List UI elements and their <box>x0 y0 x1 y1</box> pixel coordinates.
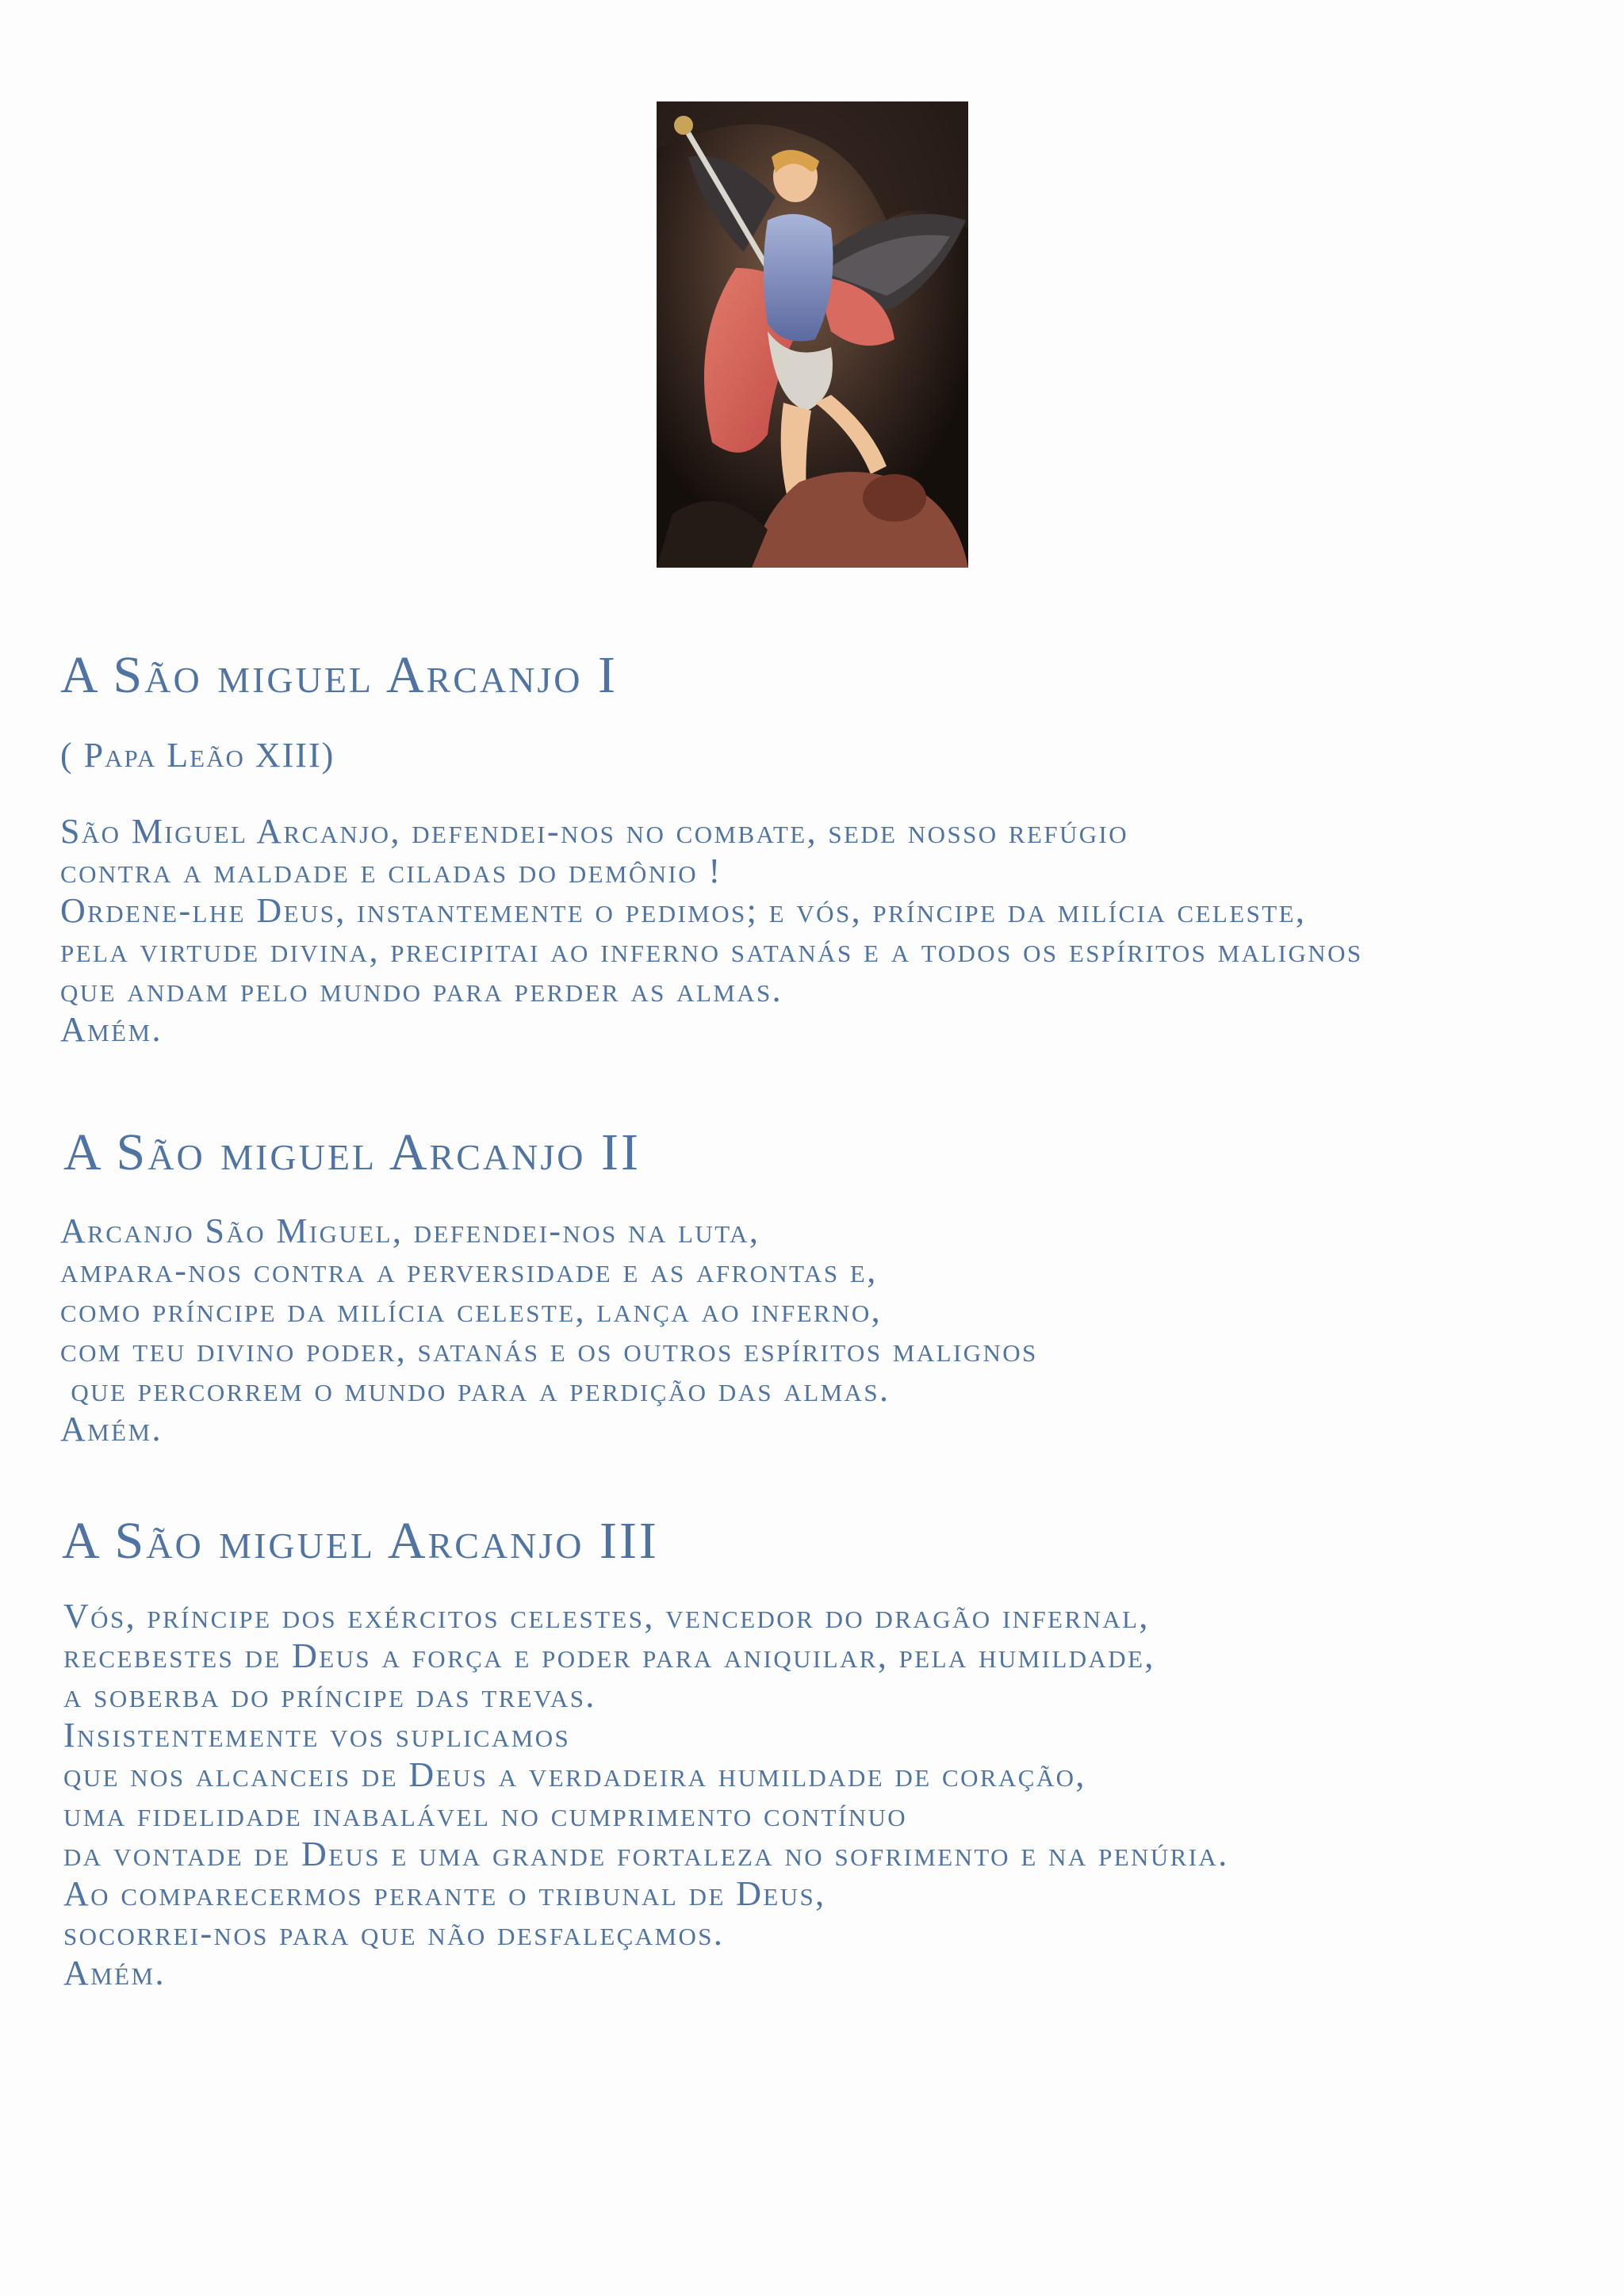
prayer-line: São Miguel Arcanjo, defendei-nos no combate, sede nosso refúgio <box>60 812 1129 851</box>
prayer-line: com teu divino poder, satanás e os outros espíritos malignos <box>60 1330 1038 1369</box>
prayer-line: Insistentemente vos suplicamos <box>63 1716 571 1755</box>
prayer-line: ampara-nos contra a perversidade e as afrontas e, <box>60 1251 878 1290</box>
prayer-line: Arcanjo São Miguel, defendei-nos na luta, <box>60 1211 760 1250</box>
prayer-line: pela virtude divina, precipitai ao inferno satanás e a todos os espíritos malignos <box>60 931 1363 970</box>
prayer-line: como príncipe da milícia celeste, lança ao inferno, <box>60 1291 883 1330</box>
prayer-line: que nos alcanceis de Deus a verdadeira humildade de coração, <box>63 1755 1086 1794</box>
prayer-2-title: A São miguel Arcanjo II <box>63 1123 641 1181</box>
prayer-3-title: A São miguel Arcanjo III <box>62 1512 659 1570</box>
prayer-line: que andam pelo mundo para perder as almas. <box>60 970 783 1009</box>
prayer-2-text <box>60 1211 1038 1449</box>
prayer-line: uma fidelidade inabalável no cumprimento contínuo <box>63 1795 908 1834</box>
prayer-3-text <box>63 1597 1229 1993</box>
prayer-line: contra a maldade e ciladas do demônio ! <box>60 851 722 890</box>
prayer-1-title: A São miguel Arcanjo I <box>60 646 618 704</box>
prayer-line: a soberba do príncipe das trevas. <box>63 1676 596 1715</box>
prayer-line: Vós, príncipe dos exércitos celestes, vencedor do dragão infernal, <box>63 1597 1150 1636</box>
prayer-1-text <box>60 812 1363 1050</box>
prayer-line: Ordene-lhe Deus, instantemente o pedimos; e vós, príncipe da milícia celeste, <box>60 891 1307 930</box>
prayer-line: da vontade de Deus e uma grande fortaleza no sofrimento e na penúria. <box>63 1835 1229 1873</box>
prayer-line: Amém. <box>60 1010 163 1049</box>
prayer-line: que percorrem o mundo para a perdição das almas. <box>60 1370 891 1409</box>
prayer-1-subtitle: ( Papa Leão XIII) <box>60 736 335 775</box>
prayer-line: Amém. <box>63 1954 166 1992</box>
prayer-line: recebestes de Deus a força e poder para aniquilar, pela humildade, <box>63 1636 1155 1675</box>
archangel-michael-painting <box>657 101 968 568</box>
prayer-line: socorrei-nos para que não desfaleçamos. <box>63 1914 725 1953</box>
prayer-line: Ao comparecermos perante o tribunal de Deus, <box>63 1874 826 1913</box>
prayer-line: Amém. <box>60 1410 163 1448</box>
